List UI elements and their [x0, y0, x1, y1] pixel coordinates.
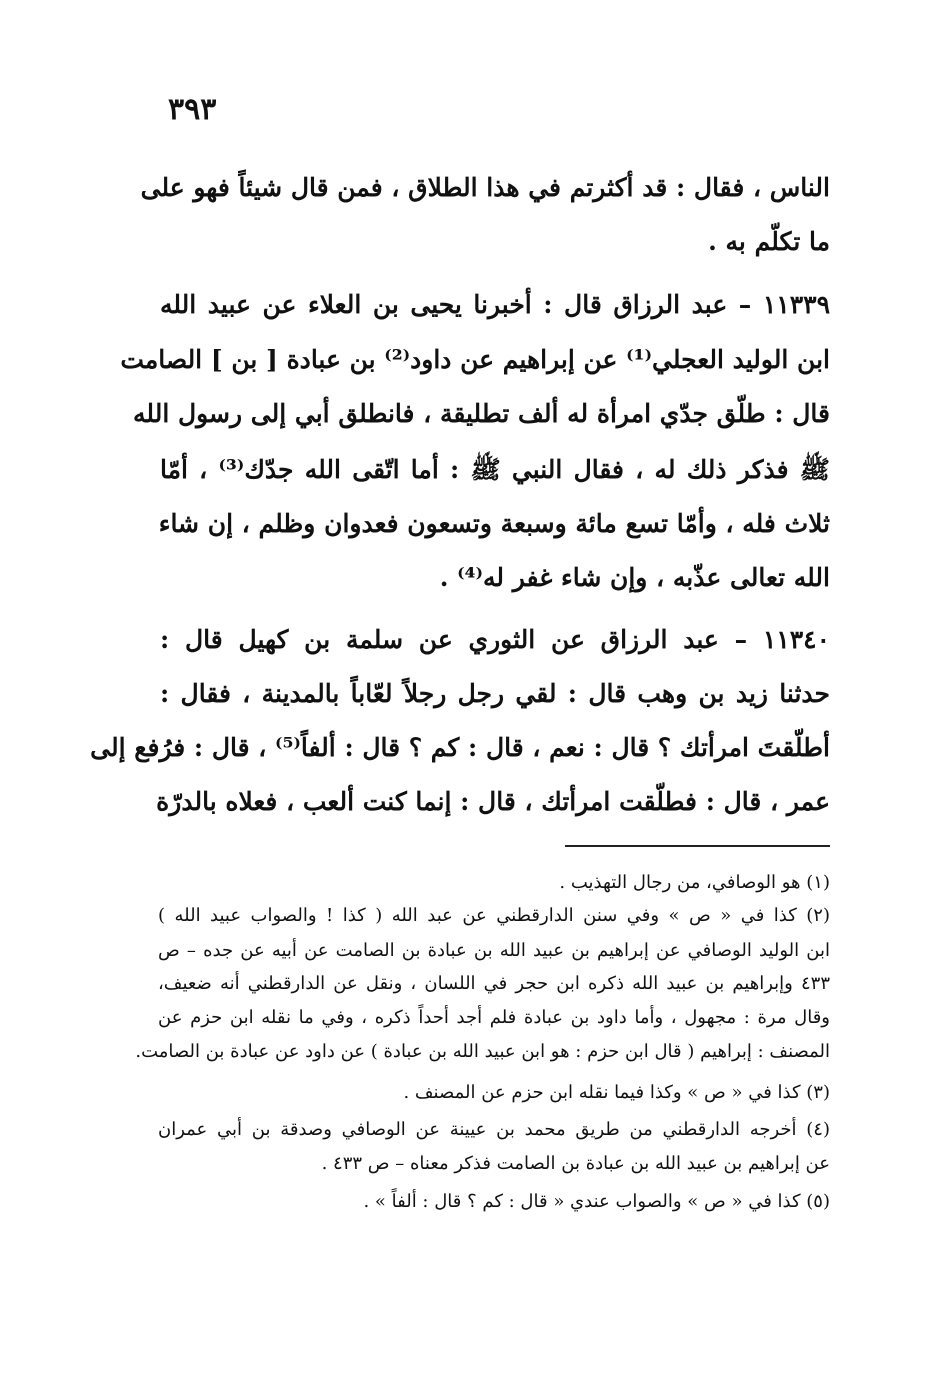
footnote-divider	[565, 845, 830, 847]
footnote-line: عن إبراهيم بن عبيد الله بن عبادة بن الصامت فذكر معناه – ص ٤٣٣ .	[321, 1153, 830, 1174]
footnote-line: ٤٣٣ وإبراهيم بن عبيد الله ذكره ابن حجر في اللسان ، ونقل عن الدارقطني أنه ضعيف،	[158, 973, 830, 994]
footnote-1: (١) هو الوصافي، من رجال التهذيب .	[559, 872, 830, 893]
text-line: أطلّقتَ امرأتك ؟ قال : نعم ، قال : كم ؟ قال : ألفاً⁽⁵⁾ ، قال : فرُفع إلى	[90, 733, 830, 762]
footnote-3: (٣) كذا في « ص » وكذا فيما نقله ابن حزم عن المصنف .	[403, 1082, 830, 1103]
hadith-11339-line: ١١٣٣٩ – عبد الرزاق قال : أخبرنا يحيى بن العلاء عن عبيد الله	[160, 290, 830, 319]
text-line: ابن الوليد العجلي⁽¹⁾ عن إبراهيم عن داود⁽²⁾ بن عبادة [ بن ] الصامت	[120, 345, 830, 374]
footnote-line: المصنف : إبراهيم ( قال ابن حزم : هو ابن عبيد الله بن عبادة ) عن داود عن عبادة بن الصامت.	[135, 1041, 830, 1062]
hadith-11340-line: ١١٣٤٠ – عبد الرزاق عن الثوري عن سلمة بن كهيل قال :	[160, 625, 830, 654]
text-line: ثلاث فله ، وأمّا تسع مائة وسبعة وتسعون فعدوان وظلم ، إن شاء	[158, 509, 830, 538]
footnote-line: ابن الوليد الوصافي عن إبراهيم بن عبيد الله بن عبادة بن الصامت عن أبيه عن جده – ص	[158, 940, 830, 961]
footnote-2: (٢) كذا في « ص » وفي سنن الدارقطني عن عبد الله ( كذا ! والصواب عبيد الله )	[158, 905, 830, 926]
page-number: ٣٩٣	[168, 92, 217, 127]
text-line: حدثنا زيد بن وهب قال : لقي رجل رجلاً لعّاباً بالمدينة ، فقال :	[160, 679, 830, 708]
text-line: عمر ، قال : فطلّقت امرأتك ، قال : إنما كنت ألعب ، فعلاه بالدرّة	[156, 787, 830, 816]
text-line: ما تكلّم به .	[708, 227, 830, 256]
footnote-4: (٤) أخرجه الدارقطني من طريق محمد بن عيينة عن الوصافي وصدقة بن أبي عمران	[158, 1119, 830, 1140]
footnote-5: (٥) كذا في « ص » والصواب عندي « قال : كم ؟ قال : ألفاً » .	[363, 1191, 830, 1212]
text-line: قال : طلّق جدّي امرأة له ألف تطليقة ، فانطلق أبي إلى رسول الله	[133, 399, 830, 428]
footnote-line: وقال مرة : مجهول ، وأما داود بن عبادة فلم أجد أحداً ذكره ، وفي ما نقله ابن حزم عن	[158, 1007, 830, 1028]
text-line: ﷺ فذكر ذلك له ، فقال النبي ﷺ : أما اتّقى الله جدّك⁽³⁾ ، أمّا	[160, 455, 830, 484]
text-line: الله تعالى عذّبه ، وإن شاء غفر له⁽⁴⁾ .	[439, 563, 830, 592]
text-line: الناس ، فقال : قد أكثرتم في هذا الطلاق ، فمن قال شيئاً فهو على	[140, 173, 830, 202]
